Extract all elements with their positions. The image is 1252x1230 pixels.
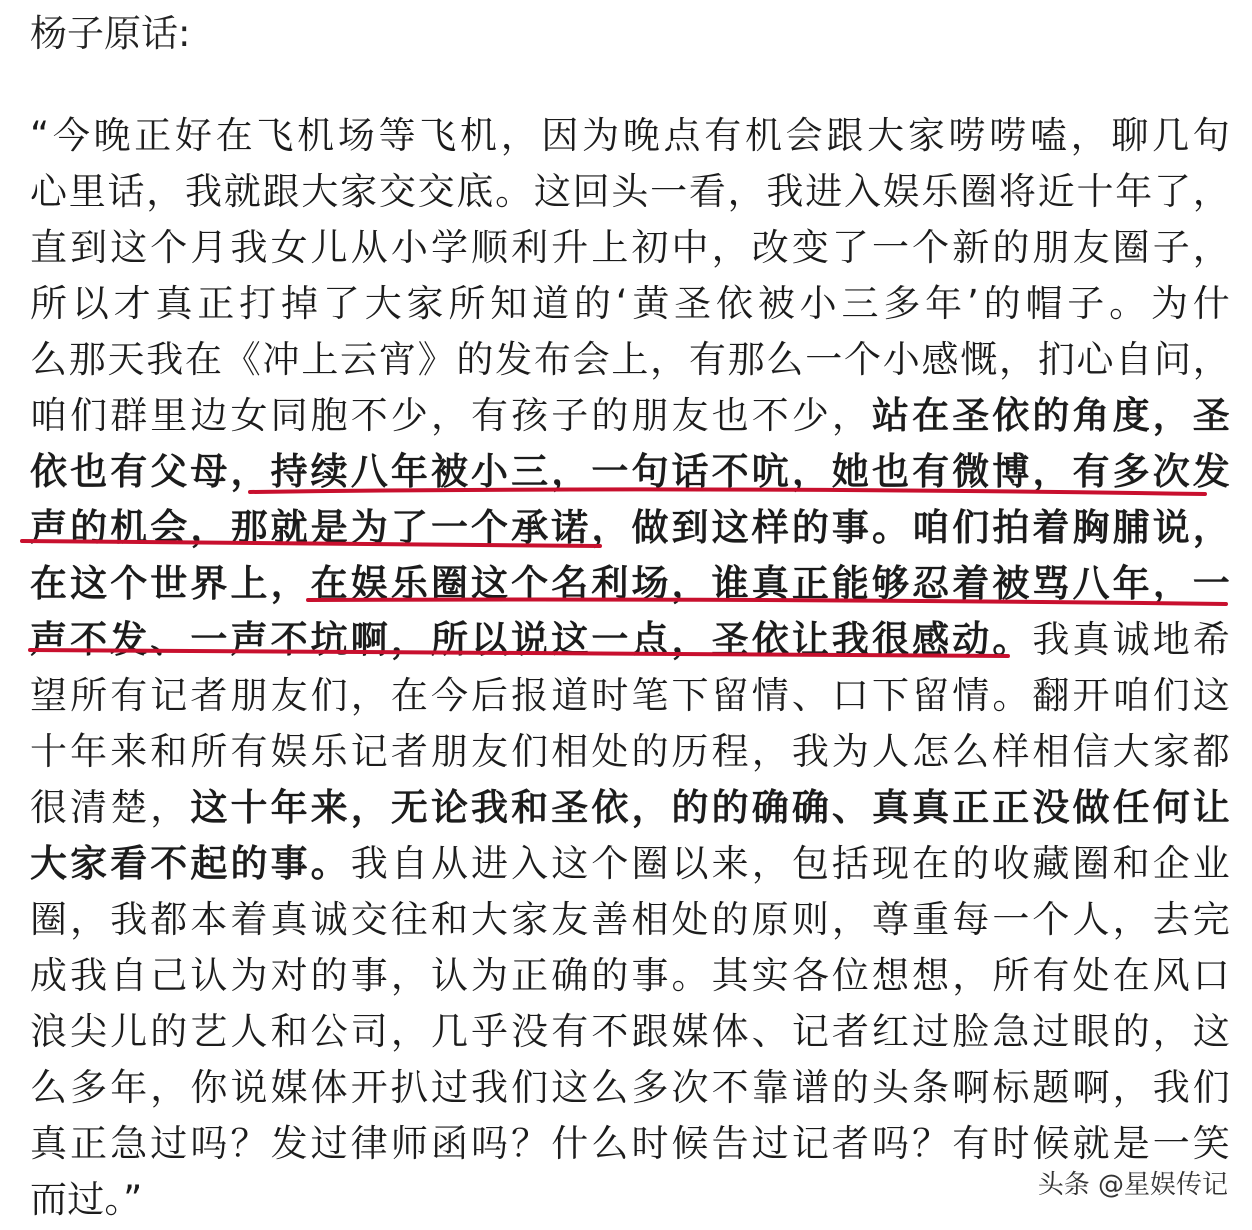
text-segment: 十年来和所有娱乐记者朋友们相处的历程，我为人怎么样相信大家都 [30,730,1230,773]
text-line [30,276,1230,332]
text-line [30,948,1230,1004]
text-segment: 成我自己认为对的事，认为正确的事。其实各位想想，所有处在风口 [30,954,1230,997]
text-segment: 很清楚， [30,786,191,829]
text-line [30,220,1230,276]
text-line [30,388,1230,444]
text-segment: 而过。” [30,1178,143,1221]
text-line [30,724,1230,780]
bold-text: 站在圣依的角度，圣 [872,394,1230,437]
text-segment: 咱们群里边女同胞不少，有孩子的朋友也不少， [30,394,873,437]
text-line [30,780,1230,836]
text-line [30,1060,1230,1116]
heading: 杨子原话: [30,12,191,55]
text-line [30,108,1230,164]
text-line [30,164,1230,220]
text-segment: 真正急过吗？发过律师函吗？什么时候告过记者吗？有时候就是一笑 [30,1122,1230,1165]
text-line [30,444,1230,500]
text-line [30,556,1230,612]
text-segment: 我自从进入这个圈以来，包括现在的收藏圈和企业 [350,842,1230,885]
text-line [30,332,1230,388]
text-segment: 直到这个月我女儿从小学顺利升上初中，改变了一个新的朋友圈子， [30,226,1230,269]
text-line [30,1116,1230,1172]
bold-text: 在这个世界上，在娱乐圈这个名利场，谁真正能够忍着被骂八年，一 [30,562,1230,605]
text-line [30,892,1230,948]
text-line [30,500,1230,556]
bold-text: 这十年来，无论我和圣依，的的确确、真真正正没做任何让 [190,786,1230,829]
text-segment: “今晚正好在飞机场等飞机，因为晚点有机会跟大家唠唠嗑，聊几句 [30,114,1230,157]
text-segment: 我真诚地希 [1032,618,1231,661]
text-segment: 心里话，我就跟大家交交底。这回头一看，我进入娱乐圈将近十年了， [30,170,1230,213]
bold-text: 声不发、一声不坑啊，所以说这一点，圣依让我很感动。 [30,618,1033,661]
bold-text: 大家看不起的事。 [30,842,351,885]
text-segment: 所以才真正打掉了大家所知道的‘黄圣依被小三多年’的帽子。为什 [30,282,1230,325]
text-line [30,612,1230,668]
text-segment: 圈，我都本着真诚交往和大家友善相处的原则，尊重每一个人，去完 [30,898,1230,941]
bold-text: 声的机会，那就是为了一个承诺，做到这样的事。咱们拍着胸脯说， [30,506,1230,549]
text-segment: 么那天我在《冲上云宵》的发布会上，有那么一个小感慨，扪心自问， [30,338,1230,381]
text-line [30,668,1230,724]
watermark: 头条 @星娱传记 [1037,1170,1228,1200]
text-segment: 么多年，你说媒体开扒过我们这么多次不靠谱的头条啊标题啊，我们 [30,1066,1230,1109]
text-line [30,836,1230,892]
text-segment: 望所有记者朋友们，在今后报道时笔下留情、口下留情。翻开咱们这 [30,674,1230,717]
text-segment: 浪尖儿的艺人和公司，几乎没有不跟媒体、记者红过脸急过眼的，这 [30,1010,1230,1053]
bold-text: 依也有父母，持续八年被小三，一句话不吭，她也有微博，有多次发 [30,450,1230,493]
text-line [30,1004,1230,1060]
